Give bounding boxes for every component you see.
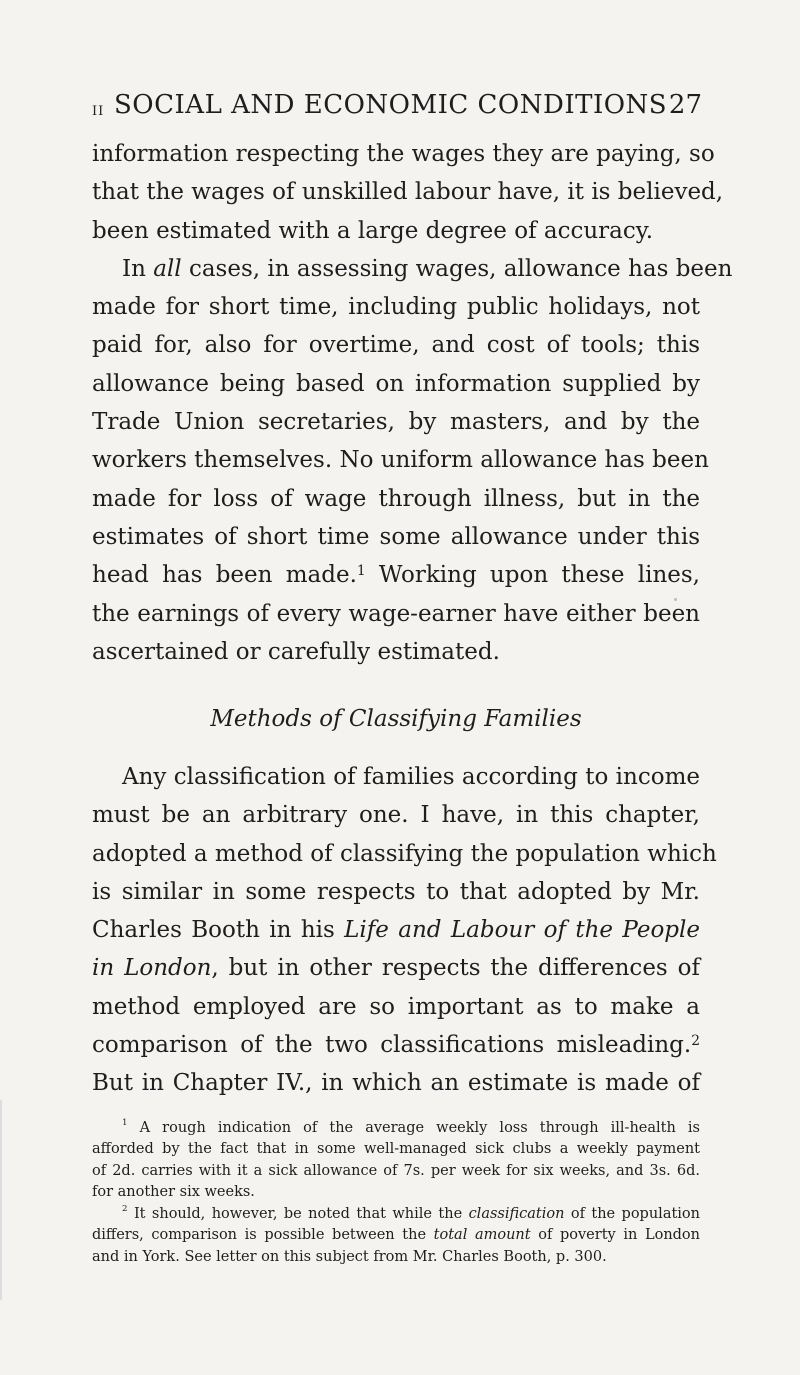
text-line: is similar in some respects to that adopted by Mr. [92, 878, 700, 905]
book-title: in London [92, 955, 212, 982]
text-line: allowance being based on information supplied by [92, 370, 700, 397]
text-line: paid for, also for overtime, and cost of tools; this [92, 332, 700, 359]
text-line: ascertained or carefully estimated. [92, 638, 500, 665]
body-text-top [92, 135, 733, 671]
footnote-line: afforded by the fact that in some well-managed sick clubs a weekly payment [92, 1141, 700, 1158]
text-line: made for short time, including public holidays, not [92, 294, 700, 321]
text-line: the earnings of every wage-earner have either been [92, 600, 700, 627]
body-text-bottom [92, 758, 717, 1103]
page-number: 27 [668, 90, 702, 120]
book-title: Life and Labour of the People [344, 917, 700, 944]
text-line: head has been made.$^1$ Working upon these lines, [92, 562, 700, 589]
text-line: must be an arbitrary one. I have, in this chapter, [92, 802, 700, 829]
text-line: Trade Union secretaries, by masters, and by the [92, 409, 700, 436]
text-line: method employed are so important as to make a [92, 993, 700, 1020]
footnote-ref: 1 [356, 563, 366, 580]
text-line: in London, but in other respects the differences of [92, 955, 701, 982]
footnote-line: differs, comparison is possible between the total amount of poverty in London [92, 1227, 701, 1244]
footnote-ref: 2 [691, 1033, 700, 1050]
footnote-line: and in York. See letter on this subject from Mr. Charles Booth, p. 300. [92, 1248, 607, 1265]
text-line: estimates of short time some allowance under this [92, 523, 700, 550]
paper-edge-shadow [0, 1100, 2, 1300]
running-title: SOCIAL AND ECONOMIC CONDITIONS [114, 90, 668, 120]
text-line: been estimated with a large degree of accuracy. [92, 217, 654, 244]
text-line: that the wages of unskilled labour have, it is believed, [92, 179, 724, 206]
footnote-line: of 2d. carries with it a sick allowance of 7s. per week for six weeks, and 3s. 6d. [92, 1162, 700, 1179]
text-line: Charles Booth in his Life and Labour of the People [92, 917, 700, 944]
footnote-mark: 1 [122, 1118, 128, 1128]
footnote-line: for another six weeks. [92, 1183, 255, 1200]
footnote-line: $^2$ It should, however, be noted that while the classification of the population [122, 1204, 700, 1222]
text-line: comparison of the two classifications misleading.$^2$ [92, 1032, 700, 1059]
chapter-number: II [92, 104, 105, 119]
footnote-1 [92, 1118, 700, 1203]
running-header [92, 90, 702, 130]
footnote-line: $^1$ A rough indication of the average weekly loss through ill-health is [122, 1118, 700, 1136]
text-line: adopted a method of classifying the population which [92, 840, 717, 867]
paper-speck [674, 598, 677, 601]
footnote-2 [92, 1204, 700, 1268]
text-line: workers themselves. No uniform allowance has been [92, 447, 709, 474]
text-line: In all cases, in assessing wages, allowance has been [122, 255, 733, 282]
section-heading: Methods of Classifying Families [210, 706, 582, 732]
text-line: Any classification of families according to income [122, 764, 700, 790]
text-line: But in Chapter IV., in which an estimate is made of [92, 1070, 700, 1097]
text-line: made for loss of wage through illness, but in the [92, 485, 700, 512]
text-line: information respecting the wages they are paying, so [92, 141, 715, 167]
footnote-mark: 2 [122, 1204, 128, 1214]
emphasis: all [153, 255, 182, 282]
